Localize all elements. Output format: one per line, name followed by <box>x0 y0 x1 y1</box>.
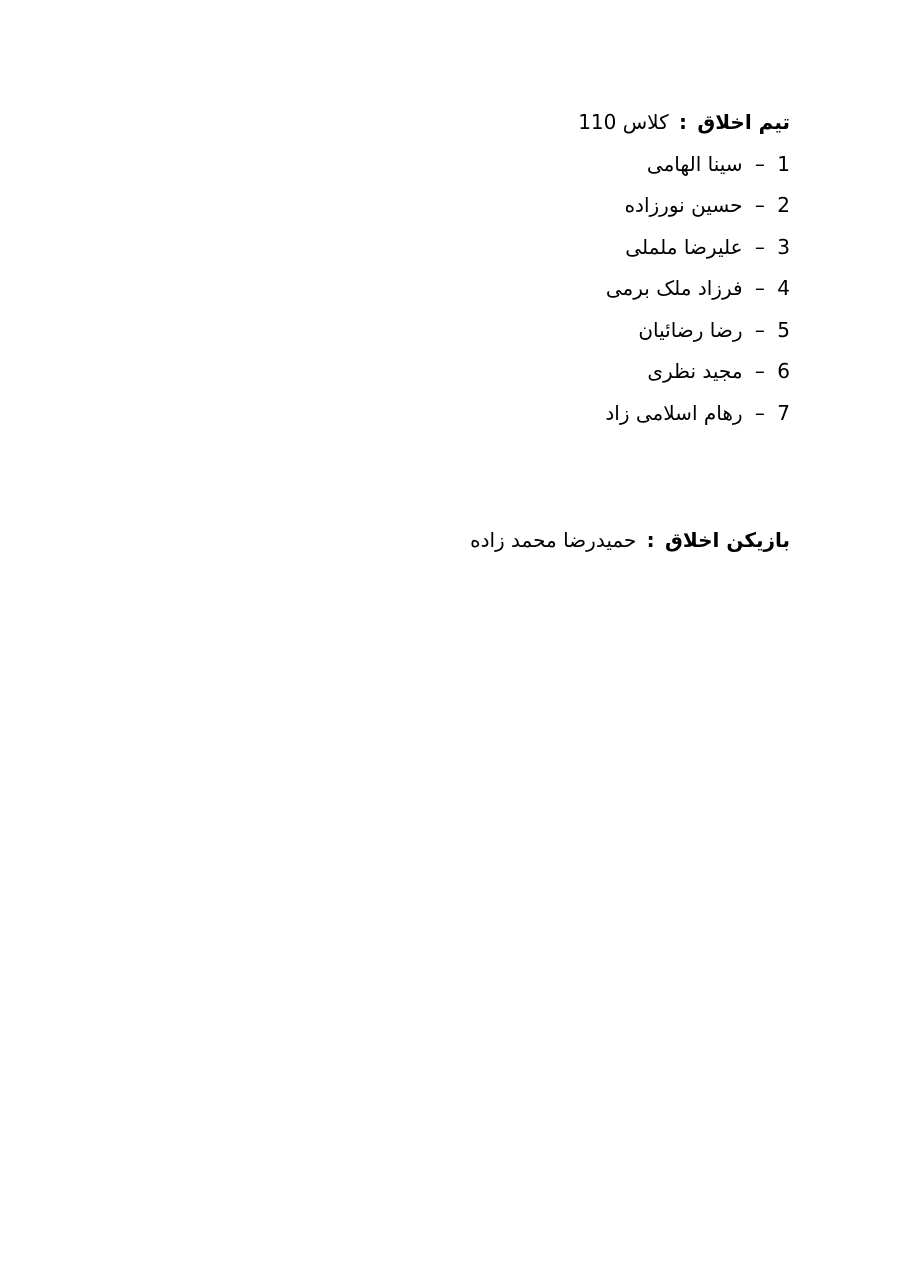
player-heading <box>470 520 790 562</box>
member-name: مجید نظری <box>647 359 743 383</box>
member-dash: – <box>754 151 765 176</box>
team-member-list <box>578 144 790 435</box>
member-number: 1 <box>777 151 790 176</box>
team-member <box>578 310 790 352</box>
player-name: حمیدرضا محمد زاده <box>470 528 637 552</box>
member-dash: – <box>754 400 765 425</box>
team-member <box>578 393 790 435</box>
member-number: 3 <box>777 234 790 259</box>
member-number: 5 <box>777 317 790 342</box>
team-member <box>578 351 790 393</box>
member-dash: – <box>754 317 765 342</box>
team-member <box>578 185 790 227</box>
team-member <box>578 268 790 310</box>
member-dash: – <box>754 276 765 300</box>
member-dash: – <box>754 234 765 259</box>
member-number: 2 <box>777 193 790 217</box>
player-section <box>470 520 790 562</box>
member-name: علیرضا ململی <box>625 234 743 259</box>
member-name: سینا الهامی <box>646 151 743 176</box>
member-dash: – <box>754 193 765 217</box>
team-class-value: کلاس 110 <box>578 110 669 134</box>
member-name: رهام اسلامی زاد <box>605 400 743 425</box>
member-number: 6 <box>777 359 790 383</box>
member-dash: – <box>754 359 765 383</box>
member-name: رضا رضائیان <box>638 317 743 342</box>
player-colon: : <box>646 528 655 552</box>
player-label: بازیکن اخلاق <box>665 528 790 552</box>
member-name: فرزاد ملک برمی <box>605 276 743 300</box>
team-member <box>578 144 790 186</box>
member-number: 7 <box>777 400 790 425</box>
team-member <box>578 227 790 269</box>
member-name: حسین نورزاده <box>624 193 743 217</box>
team-heading <box>578 102 790 144</box>
member-number: 4 <box>777 276 790 300</box>
team-section <box>578 102 790 434</box>
team-colon: : <box>678 110 687 134</box>
team-label: تیم اخلاق <box>697 110 790 134</box>
